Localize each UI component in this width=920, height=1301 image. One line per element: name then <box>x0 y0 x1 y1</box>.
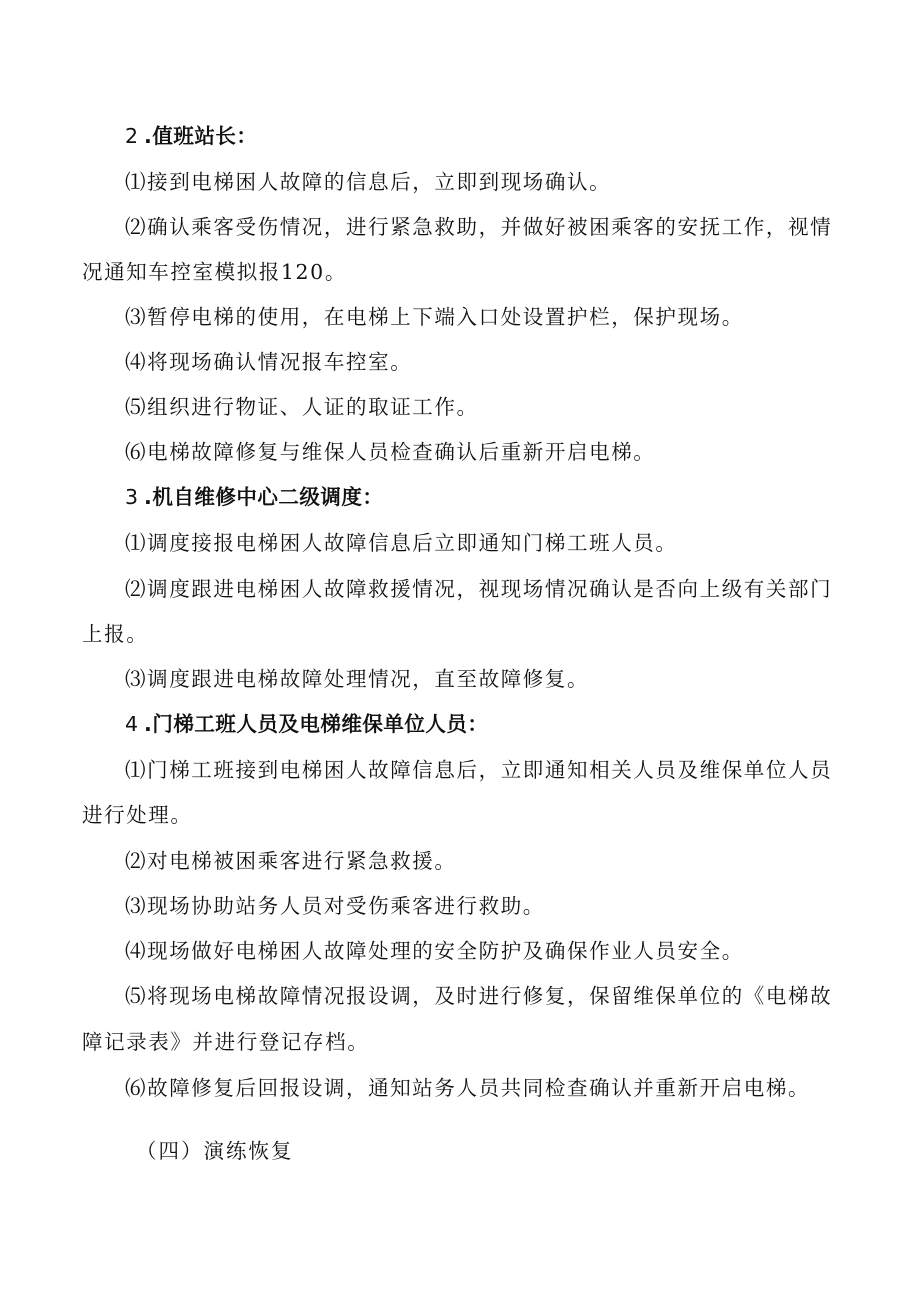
section-4-title: .门梯工班人员及电梯维保单位人员： <box>144 712 489 736</box>
section-4-item-3: ⑶现场协助站务人员对受伤乘客进行救助。 <box>125 894 545 918</box>
section-3-item-3: ⑶调度跟进电梯故障处理情况，直至故障修复。 <box>125 667 590 691</box>
section-4-heading <box>125 709 885 739</box>
section-3-title: .机自维修中心二级调度： <box>144 485 384 509</box>
section-4-item-1-line-2: 进行处理。 <box>82 803 193 827</box>
section-four-heading: （四）演练恢复 <box>136 1139 294 1163</box>
section-4-item-5-line-2: 障记录表》并进行登记存档。 <box>82 1030 370 1054</box>
section-2-number: 2 <box>125 124 145 148</box>
section-3-item-2-line-1: ⑵调度跟进电梯困人故障救援情况，视现场情况确认是否向上级有关部门 <box>125 577 833 601</box>
section-3-item-1: ⑴调度接报电梯困人故障信息后立即通知门梯工班人员。 <box>125 531 678 555</box>
section-3-heading <box>125 482 885 512</box>
section-3-item-2-line-2: 上报。 <box>82 622 149 646</box>
section-4-item-5-line-1: ⑸将现场电梯故障情况报设调，及时进行修复，保留维保单位的《电梯故 <box>125 984 833 1008</box>
section-4-item-6: ⑹故障修复后回报设调，通知站务人员共同检查确认并重新开启电梯。 <box>125 1076 811 1100</box>
section-2-heading <box>125 121 885 151</box>
section-4-item-4: ⑷现场做好电梯困人故障处理的安全防护及确保作业人员安全。 <box>125 939 744 963</box>
section-2-item-5: ⑸组织进行物证、人证的取证工作。 <box>125 395 479 419</box>
section-2-item-1: ⑴接到电梯困人故障的信息后，立即到现场确认。 <box>125 170 612 194</box>
section-4-number: 4 <box>125 712 145 736</box>
section-2-item-3: ⑶暂停电梯的使用，在电梯上下端入口处设置护栏，保护现场。 <box>125 305 744 329</box>
section-4-item-1-line-1: ⑴门梯工班接到电梯困人故障信息后，立即通知相关人员及维保单位人员 <box>125 758 833 782</box>
section-2-item-6: ⑹电梯故障修复与维保人员检查确认后重新开启电梯。 <box>125 440 656 464</box>
section-3-number: 3 <box>125 485 145 509</box>
section-4-item-2: ⑵对电梯被困乘客进行紧急救援。 <box>125 849 457 873</box>
section-2-item-2-line-2: 况通知车控室模拟报120。 <box>82 260 347 284</box>
section-2-item-4: ⑷将现场确认情况报车控室。 <box>125 350 413 374</box>
section-2-item-2-line-1: ⑵确认乘客受伤情况，进行紧急救助，并做好被困乘客的安抚工作，视情 <box>125 215 833 239</box>
section-2-title: .值班站长： <box>144 124 258 148</box>
